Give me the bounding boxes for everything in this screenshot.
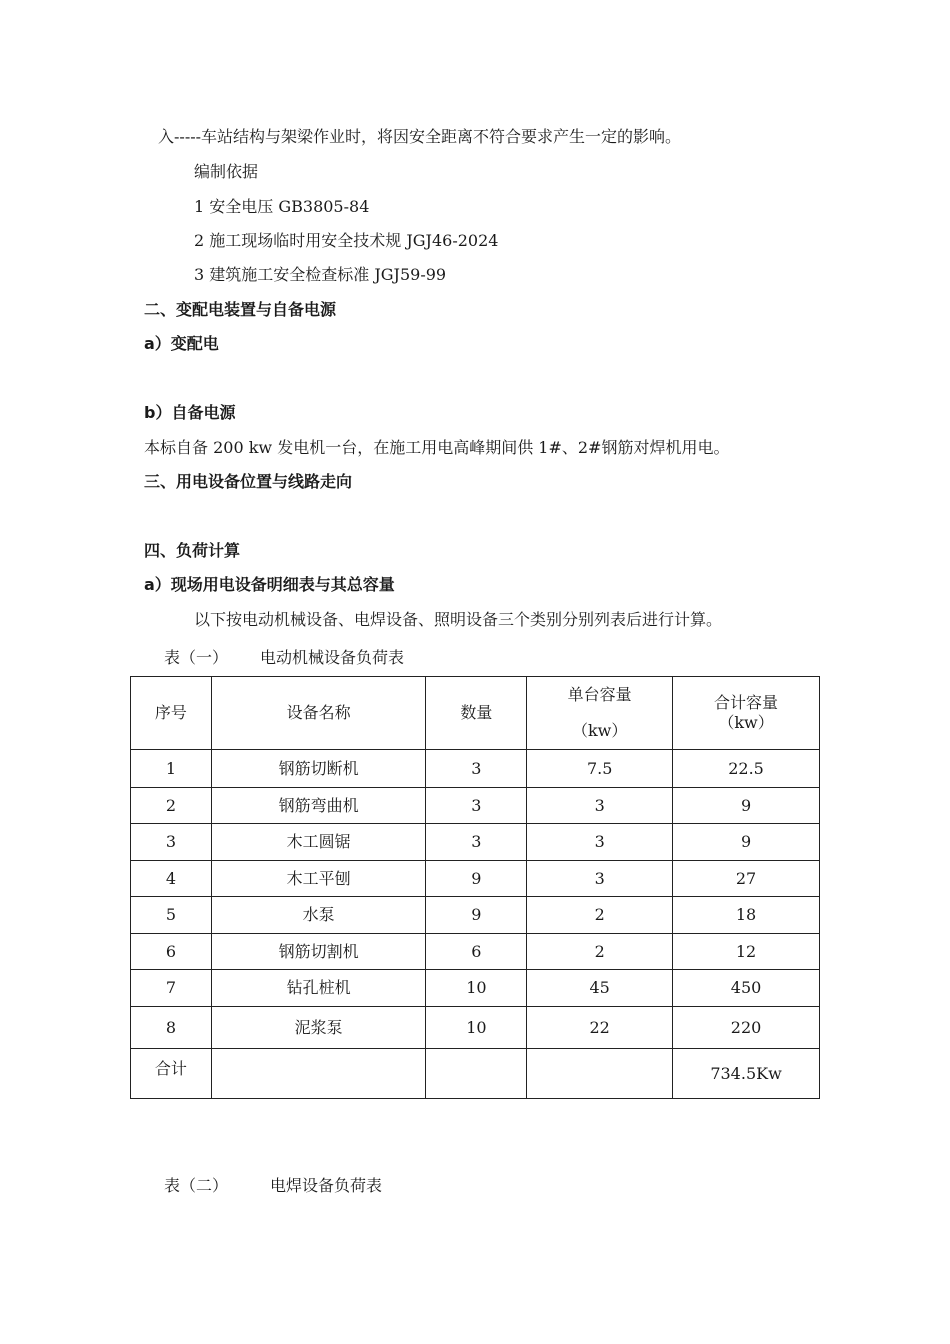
table-caption-title: 电动机械设备负荷表: [260, 648, 405, 667]
continued-paragraph: 入-----车站结构与架梁作业时，将因安全距离不符合要求产生一定的影响。: [158, 127, 682, 146]
cell-unit: 2: [527, 897, 673, 934]
sum-empty-cell: [211, 1049, 426, 1099]
cell-name: 钢筋弯曲机: [211, 788, 426, 824]
cell-total: 12: [673, 934, 820, 970]
cell-name: 泥浆泵: [211, 1007, 426, 1049]
sum-empty-cell: [527, 1049, 673, 1099]
header-total-capacity: [673, 677, 820, 750]
cell-no: 3: [131, 824, 212, 861]
cell-name: 钻孔桩机: [211, 970, 426, 1007]
basis-title: 编制依据: [194, 162, 259, 181]
cell-unit: 2: [527, 934, 673, 970]
table-row: [131, 970, 820, 1007]
cell-name: 木工圆锯: [211, 824, 426, 861]
table-row: [131, 934, 820, 970]
table-row: [131, 750, 820, 788]
cell-unit: 45: [527, 970, 673, 1007]
table-caption-number: 表（二）: [164, 1176, 229, 1195]
load-table: [130, 676, 820, 1099]
paragraph: 以下按电动机械设备、电焊设备、照明设备三个类别分别列表后进行计算。: [194, 610, 723, 629]
sum-empty-cell: [426, 1049, 527, 1099]
cell-total: 22.5: [673, 750, 820, 788]
header-name: 设备名称: [211, 677, 426, 750]
cell-no: 7: [131, 970, 212, 1007]
subsection-heading: a）现场用电设备明细表与其总容量: [144, 575, 395, 594]
header-qty: 数量: [426, 677, 527, 750]
cell-qty: 3: [426, 824, 527, 861]
table-caption-number: 表（一）: [164, 648, 229, 667]
cell-name: 木工平刨: [211, 861, 426, 897]
cell-total: 220: [673, 1007, 820, 1049]
cell-name: 钢筋切割机: [211, 934, 426, 970]
cell-name: 钢筋切断机: [211, 750, 426, 788]
cell-no: 2: [131, 788, 212, 824]
cell-unit: 7.5: [527, 750, 673, 788]
table-row: [131, 861, 820, 897]
cell-qty: 6: [426, 934, 527, 970]
section-heading: 四、负荷计算: [144, 541, 241, 560]
section-heading: 三、用电设备位置与线路走向: [144, 472, 353, 491]
subsection-heading: b）自备电源: [144, 403, 236, 422]
cell-qty: 3: [426, 788, 527, 824]
cell-no: 8: [131, 1007, 212, 1049]
basis-item: 1 安全电压 GB3805-84: [194, 197, 370, 216]
cell-total: 9: [673, 788, 820, 824]
cell-unit: 3: [527, 824, 673, 861]
cell-total: 9: [673, 824, 820, 861]
cell-unit: 3: [527, 861, 673, 897]
table-caption-title: 电焊设备负荷表: [270, 1176, 383, 1195]
header-unit-capacity: [527, 677, 673, 750]
cell-total: 18: [673, 897, 820, 934]
header-unit-capacity-unit: （kw）: [571, 721, 628, 740]
header-total-capacity-unit: （kw）: [718, 713, 774, 732]
cell-qty: 9: [426, 861, 527, 897]
cell-total: 27: [673, 861, 820, 897]
cell-name: 水泵: [211, 897, 426, 934]
table-header-row: [131, 677, 820, 750]
cell-qty: 3: [426, 750, 527, 788]
cell-no: 4: [131, 861, 212, 897]
table-row: [131, 897, 820, 934]
section-heading: 二、变配电装置与自备电源: [144, 300, 337, 319]
cell-total: 450: [673, 970, 820, 1007]
cell-unit: 3: [527, 788, 673, 824]
table-row: [131, 824, 820, 861]
cell-qty: 10: [426, 970, 527, 1007]
table-sum-row: [131, 1049, 820, 1099]
header-total-capacity-label: 合计容量: [714, 693, 779, 712]
sum-label: 合计: [131, 1049, 212, 1099]
table-row: [131, 1007, 820, 1049]
sum-total: 734.5Kw: [673, 1049, 820, 1099]
cell-qty: 10: [426, 1007, 527, 1049]
cell-no: 1: [131, 750, 212, 788]
table-row: [131, 788, 820, 824]
cell-qty: 9: [426, 897, 527, 934]
paragraph: 本标自备 200 kw 发电机一台，在施工用电高峰期间供 1#、2#钢筋对焊机用电。: [144, 438, 730, 457]
cell-no: 5: [131, 897, 212, 934]
cell-no: 6: [131, 934, 212, 970]
basis-item: 2 施工现场临时用安全技术规 JGJ46-2024: [194, 231, 499, 250]
basis-item: 3 建筑施工安全检查标准 JGJ59-99: [194, 265, 447, 284]
subsection-heading: a）变配电: [144, 334, 219, 353]
header-no: 序号: [131, 677, 212, 750]
header-unit-capacity-label: 单台容量: [567, 685, 632, 704]
cell-unit: 22: [527, 1007, 673, 1049]
